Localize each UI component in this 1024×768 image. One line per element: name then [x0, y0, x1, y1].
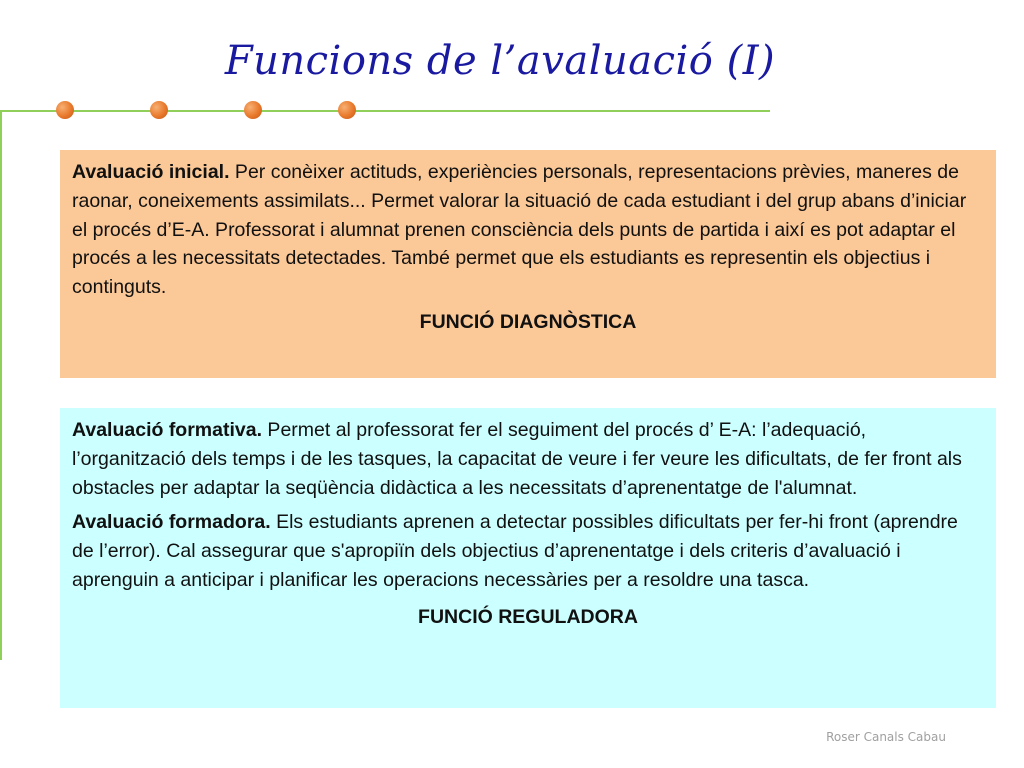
decorative-vertical-line — [0, 110, 2, 660]
formadora-evaluation-heading: Avaluació formadora. — [72, 511, 271, 534]
initial-evaluation-text — [72, 158, 984, 302]
regulatory-function-label: FUNCIÓ REGULADORA — [418, 605, 638, 628]
formative-evaluation-body: Permet al professorat fer el seguiment del procés d’ E-A: l’adequació, l’organització dels temps i de les tasques, la capacitat de veure i fer veure les dificultats, de fer front als obstacles per adaptar la seqüència didàctica a les necessitats d’aprenentatge de l'alumnat. — [72, 419, 962, 499]
formadora-evaluation-body: Els estudiants aprenen a detectar possibles dificultats per fer-hi front (aprendre de l’error). Cal assegurar que s'apropiïn dels objectius d’aprenentatge i dels criteris d’avaluació i aprenguin a anticipar i planificar les operacions necessàries per a resoldre una tasca. — [72, 511, 958, 591]
initial-evaluation-body: Per conèixer actituds, experiències personals, representacions prèvies, maneres de raonar, coneixements assimilats... Permet valorar la situació de cada estudiant i del grup abans d’iniciar el procés d’E-A. Professorat i alumnat prenen consciència dels punts de partida i així es pot adaptar el procés a les necessitats detectades. També permet que els estudiants es representin els objectius i continguts. — [72, 161, 967, 299]
formative-evaluation-heading: Avaluació formativa. — [72, 419, 263, 441]
formadora-evaluation-text — [72, 508, 984, 594]
initial-evaluation-box — [60, 150, 996, 378]
slide-title: Funcions de l’avaluació (I) — [224, 38, 776, 84]
formative-evaluation-box — [60, 408, 996, 708]
orange-bullet-dot-3 — [244, 101, 262, 119]
orange-bullet-dot-2 — [150, 101, 168, 119]
decorative-horizontal-line — [0, 110, 770, 112]
author-footer: Roser Canals Cabau — [826, 730, 946, 744]
initial-evaluation-heading: Avaluació inicial. — [72, 161, 230, 183]
formative-evaluation-text — [72, 416, 984, 502]
orange-bullet-dot-1 — [56, 101, 74, 119]
diagnostic-function-label: FUNCIÓ DIAGNÒSTICA — [419, 310, 637, 333]
orange-bullet-dot-4 — [338, 101, 356, 119]
